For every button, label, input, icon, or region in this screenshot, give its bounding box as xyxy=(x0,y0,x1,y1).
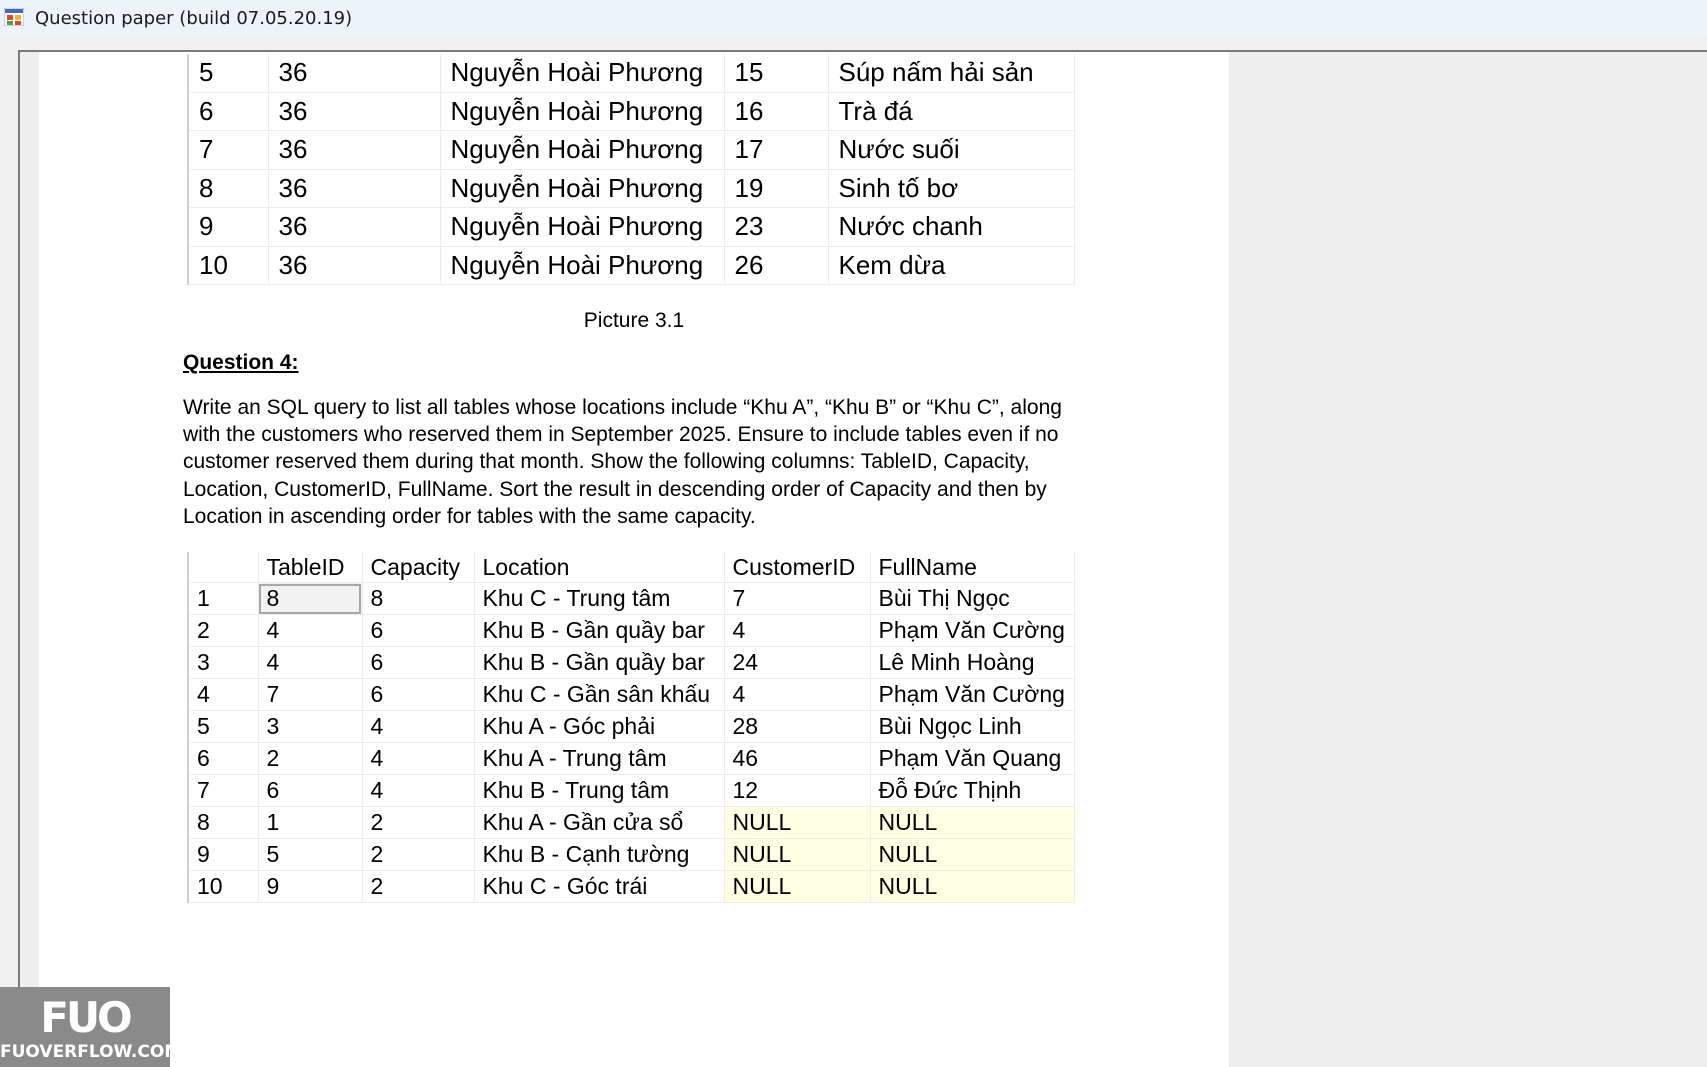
capacity-cell: 6 xyxy=(362,615,474,647)
result-table xyxy=(187,552,1075,903)
result-header-row xyxy=(188,552,1074,583)
customer-id-cell: 7 xyxy=(724,583,870,615)
table-id-cell: 1 xyxy=(258,807,362,839)
table-cell: Nguyễn Hoài Phương xyxy=(440,54,724,92)
location-cell: Khu C - Gần sân khấu xyxy=(474,679,724,711)
result-row xyxy=(188,615,1074,647)
full-name-cell: NULL xyxy=(870,839,1074,871)
result-row xyxy=(188,775,1074,807)
location-cell: Khu B - Cạnh tường xyxy=(474,839,724,871)
table-cell: 15 xyxy=(724,54,828,92)
table-id-cell: 7 xyxy=(258,679,362,711)
table-cell: 36 xyxy=(268,208,440,247)
capacity-cell: 4 xyxy=(362,775,474,807)
app-window-icon xyxy=(4,8,24,26)
table-cell: 10 xyxy=(188,246,268,285)
column-header: Location xyxy=(474,552,724,583)
question-body: Write an SQL query to list all tables whose locations include “Khu A”, “Khu B” or “Khu C”, along with the customers who reserved them in September 2025. Ensure to include tables even if no customer reserved them during that month. Show the following columns: TableID, Capacity, Location, CustomerID, FullName. Sort the result in descending order of Capacity and then by Location in ascending order for tables with the same capacity. xyxy=(183,396,1062,528)
table-cell: 9 xyxy=(188,208,268,247)
table-id-cell: 8 xyxy=(258,583,362,615)
table-id-cell: 3 xyxy=(258,711,362,743)
result-row xyxy=(188,743,1074,775)
full-name-cell: Bùi Ngọc Linh xyxy=(870,711,1074,743)
row-number-cell: 10 xyxy=(188,871,258,903)
row-number-cell: 5 xyxy=(188,711,258,743)
customer-id-cell: NULL xyxy=(724,871,870,903)
customer-id-cell: 24 xyxy=(724,647,870,679)
location-cell: Khu B - Trung tâm xyxy=(474,775,724,807)
full-name-cell: NULL xyxy=(870,807,1074,839)
table-cell: 5 xyxy=(188,54,268,92)
capacity-cell: 4 xyxy=(362,711,474,743)
table-row xyxy=(188,92,1074,131)
table-cell: Nước chanh xyxy=(828,208,1074,247)
table-row xyxy=(188,246,1074,285)
column-header: FullName xyxy=(870,552,1074,583)
table-id-cell: 4 xyxy=(258,647,362,679)
picture-caption: Picture 3.1 xyxy=(583,309,685,332)
table-row xyxy=(188,131,1074,170)
capacity-cell: 6 xyxy=(362,679,474,711)
location-cell: Khu A - Gần cửa sổ xyxy=(474,807,724,839)
result-row xyxy=(188,711,1074,743)
row-number-cell: 4 xyxy=(188,679,258,711)
row-number-cell: 2 xyxy=(188,615,258,647)
table-cell: 19 xyxy=(724,169,828,208)
location-cell: Khu B - Gần quầy bar xyxy=(474,615,724,647)
column-header: Capacity xyxy=(362,552,474,583)
row-number-cell: 8 xyxy=(188,807,258,839)
result-row xyxy=(188,871,1074,903)
column-header: TableID xyxy=(258,552,362,583)
customer-id-cell: 12 xyxy=(724,775,870,807)
viewer-frame-left xyxy=(18,50,20,1067)
customer-id-cell: 28 xyxy=(724,711,870,743)
full-name-cell: Bùi Thị Ngọc xyxy=(870,583,1074,615)
table-cell: 26 xyxy=(724,246,828,285)
picture-3-1-table xyxy=(187,54,1075,285)
table-cell: 36 xyxy=(268,54,440,92)
customer-id-cell: NULL xyxy=(724,807,870,839)
location-cell: Khu A - Góc phải xyxy=(474,711,724,743)
table-cell: 6 xyxy=(188,92,268,131)
location-cell: Khu B - Gần quầy bar xyxy=(474,647,724,679)
capacity-cell: 2 xyxy=(362,807,474,839)
result-row xyxy=(188,647,1074,679)
full-name-cell: Phạm Văn Quang xyxy=(870,743,1074,775)
table-id-cell: 2 xyxy=(258,743,362,775)
table-cell: 23 xyxy=(724,208,828,247)
table-cell: 16 xyxy=(724,92,828,131)
table-cell: Nguyễn Hoài Phương xyxy=(440,169,724,208)
column-header: CustomerID xyxy=(724,552,870,583)
table-cell: Súp nấm hải sản xyxy=(828,54,1074,92)
result-row xyxy=(188,807,1074,839)
table-cell: Nguyễn Hoài Phương xyxy=(440,131,724,170)
row-number-cell: 1 xyxy=(188,583,258,615)
column-header xyxy=(188,552,258,583)
table-id-cell: 6 xyxy=(258,775,362,807)
table-id-cell: 4 xyxy=(258,615,362,647)
location-cell: Khu A - Trung tâm xyxy=(474,743,724,775)
customer-id-cell: 4 xyxy=(724,679,870,711)
table-cell: 7 xyxy=(188,131,268,170)
row-number-cell: 3 xyxy=(188,647,258,679)
full-name-cell: Phạm Văn Cường xyxy=(870,615,1074,647)
customer-id-cell: 46 xyxy=(724,743,870,775)
window-title: Question paper (build 07.05.20.19) xyxy=(35,8,353,29)
customer-id-cell: NULL xyxy=(724,839,870,871)
result-row xyxy=(188,839,1074,871)
table-cell: Kem dừa xyxy=(828,246,1074,285)
capacity-cell: 2 xyxy=(362,839,474,871)
capacity-cell: 6 xyxy=(362,647,474,679)
table-cell: 8 xyxy=(188,169,268,208)
capacity-cell: 8 xyxy=(362,583,474,615)
location-cell: Khu C - Góc trái xyxy=(474,871,724,903)
table-id-cell: 5 xyxy=(258,839,362,871)
customer-id-cell: 4 xyxy=(724,615,870,647)
question-title: Question 4: xyxy=(183,351,299,374)
capacity-cell: 2 xyxy=(362,871,474,903)
result-row xyxy=(188,679,1074,711)
capacity-cell: 4 xyxy=(362,743,474,775)
row-number-cell: 6 xyxy=(188,743,258,775)
table-row xyxy=(188,208,1074,247)
full-name-cell: Phạm Văn Cường xyxy=(870,679,1074,711)
row-number-cell: 7 xyxy=(188,775,258,807)
watermark-logo: FUO xyxy=(40,993,130,1042)
location-cell: Khu C - Trung tâm xyxy=(474,583,724,615)
table-cell: 36 xyxy=(268,169,440,208)
table-cell: Nguyễn Hoài Phương xyxy=(440,246,724,285)
table-cell: 36 xyxy=(268,131,440,170)
table-row xyxy=(188,169,1074,208)
table-cell: Sinh tố bơ xyxy=(828,169,1074,208)
table-row xyxy=(188,54,1074,92)
table-cell: Nguyễn Hoài Phương xyxy=(440,92,724,131)
full-name-cell: NULL xyxy=(870,871,1074,903)
table-cell: 36 xyxy=(268,92,440,131)
table-id-cell: 9 xyxy=(258,871,362,903)
watermark-text: FUOVERFLOW.COM xyxy=(0,1042,182,1062)
full-name-cell: Đỗ Đức Thịnh xyxy=(870,775,1074,807)
result-row xyxy=(188,583,1074,615)
document-page xyxy=(39,52,1229,1067)
row-number-cell: 9 xyxy=(188,839,258,871)
table-cell: Nguyễn Hoài Phương xyxy=(440,208,724,247)
title-bar xyxy=(0,0,1707,37)
table-cell: Trà đá xyxy=(828,92,1074,131)
full-name-cell: Lê Minh Hoàng xyxy=(870,647,1074,679)
watermark xyxy=(0,987,182,1067)
table-cell: Nước suối xyxy=(828,131,1074,170)
table-cell: 36 xyxy=(268,246,440,285)
table-cell: 17 xyxy=(724,131,828,170)
